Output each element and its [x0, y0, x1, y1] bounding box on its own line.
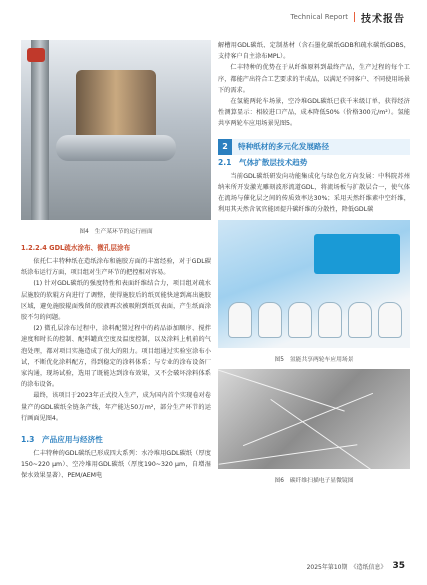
coating-roller: [56, 135, 176, 161]
fiber-strand: [219, 445, 358, 465]
fiber-strand: [243, 393, 373, 446]
section-2-1-paragraph: 当前GDL碳纸研发向功能集成化与绿色化方向发展：中科院苏州纳米所开发激光雕刻波形流道GDL，将流场板与扩散层合一，使气体在流场与催化层之间的传质效率达30%；采用天然纤维素中空纤维，利用其天然含氧官能团提升碳纤维的分散性，降低GDL碳: [218, 172, 410, 214]
header-zh: 技术报告: [361, 13, 405, 25]
scooter-1: [228, 302, 252, 338]
figure-5-image: [218, 220, 410, 348]
scooter-6: [378, 302, 402, 338]
machine-frame: [31, 40, 49, 220]
section-1-3-heading: 1.3 产品应用与经济性: [21, 435, 103, 445]
right-paragraph-1: 解槽用GDL碳纸、定制基材（含石墨化碳纸GDB和疏水碳纸GDBS，支持客户自主涂布MPL）。: [218, 42, 410, 61]
header-divider: [354, 12, 355, 22]
left-paragraph-1: 依托仁丰特种纸在造纸涂布和施胶方面的丰富经验，对于GDL碳纸涂布运行方面，项目组对生产环节的把控相对容易。: [21, 258, 211, 277]
subsection-1-2-2-4: 1.2.2.4 GDL疏水涂布、微孔层涂布: [21, 244, 131, 252]
left-paragraph-4: 最终，该项目于2023年正式投入生产，成为国内首个实现卷对卷量产的GDL碳纸全链条产线，年产能达50万m²，部分生产环节的运行画面见图4。: [21, 392, 211, 422]
logo-mark: [27, 48, 45, 62]
scooter-5: [348, 302, 372, 338]
figure-4-image: [21, 40, 211, 220]
scooter-2: [258, 302, 282, 338]
page-footer: [307, 561, 405, 571]
left-paragraph-2: (1) 针对GDL碳纸的强度特性和表面纤维结合力，项目组对疏水层施胶的软辊方向进行了调整，使得施胶后的纸页能快速到离出施胶区域，避免施胶辊面残留的胶液再次被吸附到纸页表面，产生纸面涂胶不匀的问题。: [21, 280, 211, 322]
page-header: [290, 0, 405, 34]
section-1-3-paragraph: 仁丰特种的GDL碳纸已形成四大系列：水冷堆用GDL碳纸（厚度150~220 μm）、空冷堆用GDL碳纸（厚度190~320 μm，自增湿保水效果显著）、PEM/AEM电: [21, 450, 211, 480]
issue-info: 2025年第10期 《造纸信息》: [306, 563, 387, 571]
figure-5-caption: 图5 氢能共享两轮车应用场景: [274, 357, 354, 364]
section-2-1-heading: 2.1 气体扩散层技术趋势: [218, 157, 308, 167]
right-paragraph-3: 在氢能两轮车场景，空冷堆GDL碳纸已获千米级订单，获得经济性测算显示：相较进口产品，成本降低50%（价格300元/m²）。氢能共享两轮车应用场景见图5。: [218, 98, 410, 128]
section-2-banner: [218, 139, 410, 155]
figure-4-caption: 图4 生产某环节的运行画面: [79, 229, 153, 235]
figure-6-image: [218, 369, 410, 469]
right-column: [218, 40, 410, 484]
scooter-3: [288, 302, 312, 338]
header-en: Technical Report: [290, 13, 348, 21]
left-paragraph-3: (2) 微孔层涂布过程中，涂料配置过程中的药品添加顺序、搅拌速度和时长的控制、配料罐真空度及温度控制，以及涂料上机前的气泡处理，都对项目实施造成了很大的阻力。项目组通过实验室涂布小试，不断优化涂料配方，得到稳定的涂料体系；与专业的涂布设备厂家沟通，现场试验，选用了既能达到涂布效果，又不会破坏涂料体系的涂布设备。: [21, 325, 211, 389]
left-column: [21, 40, 211, 482]
section-2-title: 特种纸材的多元化发展路径: [238, 142, 330, 152]
right-paragraph-2: 仁丰特种的优势在于从纤维原料到最终产品，生产过程的每个工序，都能产出符合工艺要求的半成品，以满足不同客户、不同使用场景下的需求。: [218, 64, 410, 94]
scooter-4: [318, 302, 342, 338]
event-signboard: [314, 234, 400, 274]
section-2-number: 2: [218, 139, 232, 155]
page-number: 35: [392, 561, 405, 571]
figure-6-caption: 图6 碳纤维扫描电子显微镜图: [274, 478, 354, 485]
